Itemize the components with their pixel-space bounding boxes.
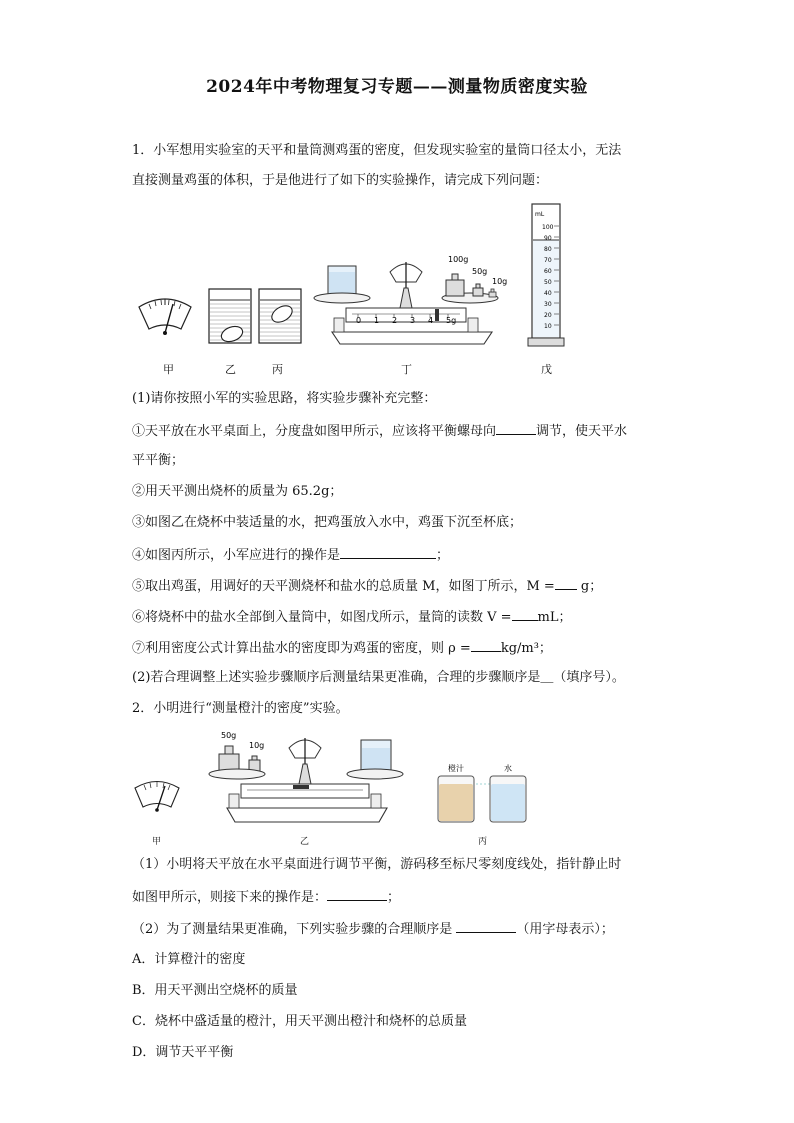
scale-tick-2: 2 xyxy=(392,316,398,325)
q1-part2: (2)若合理调整上述实验步骤顺序后测量结果更准确，合理的步骤顺序是＿（填序号）。 xyxy=(132,670,625,685)
weight-label-50g: 50g xyxy=(472,267,488,276)
q1-step1-cont: 平平衡； xyxy=(132,453,185,468)
answer-blank-6[interactable] xyxy=(512,607,538,621)
figure-wu-cylinder xyxy=(526,200,568,348)
q2-option-b: B．用天平测出空烧杯的质量 xyxy=(132,983,298,998)
answer-blank-1[interactable] xyxy=(496,421,536,435)
fig-label-ding: 丁 xyxy=(401,363,412,376)
weight-label-100g: 100g xyxy=(448,255,469,264)
scale-tick-0: 0 xyxy=(356,316,362,325)
q1-stem-line1: 1．小军想用实验室的天平和量筒测鸡蛋的密度，但发现实验室的量筒口径太小，无法 xyxy=(132,143,622,158)
q1-step1-text-b: 调节，使天平水 xyxy=(536,424,628,439)
cyl-tick-20: 20 xyxy=(544,312,552,319)
answer-blank-q2-2[interactable] xyxy=(456,919,516,933)
figure-yi-beaker xyxy=(208,288,252,344)
q2-option-d: D．调节天平平衡 xyxy=(132,1045,234,1060)
page-title: 2024年中考物理复习专题——测量物质密度实验 xyxy=(206,77,588,97)
beaker-label-water: 水 xyxy=(504,764,512,773)
q2-part2-text-a: （2）为了测量结果更准确，下列实验步骤的合理顺序是 xyxy=(132,922,453,937)
q2-part1-text-a: 如图甲所示，则接下来的操作是： xyxy=(132,890,328,905)
answer-blank-q2-1[interactable] xyxy=(327,887,387,901)
cyl-tick-60: 60 xyxy=(544,268,552,275)
q1-step3: ③如图乙在烧杯中装适量的水，把鸡蛋放入水中，鸡蛋下沉至杯底； xyxy=(132,515,523,530)
q2-part2-text-b: （用字母表示）； xyxy=(516,922,614,937)
q1-step6 xyxy=(132,607,572,627)
weight2-label-50g: 50g xyxy=(221,731,237,740)
q1-stem-line2: 直接测量鸡蛋的体积，于是他进行了如下的实验操作，请完成下列问题： xyxy=(132,173,549,188)
weight-label-10g: 10g xyxy=(492,277,508,286)
q1-step7-text-b: kg/m³； xyxy=(500,641,552,656)
cyl-tick-30: 30 xyxy=(544,301,552,308)
scale-tick-4: 4 xyxy=(428,316,434,325)
answer-blank-7[interactable] xyxy=(471,638,501,652)
answer-blank-5[interactable] xyxy=(555,576,577,590)
q2-stem: 2．小明进行“测量橙汁的密度”实验。 xyxy=(132,701,349,716)
scale-tick-1: 1 xyxy=(374,316,380,325)
q1-step6-text-b: mL； xyxy=(537,610,572,625)
q1-step5-text-b: g； xyxy=(580,579,603,594)
cyl-tick-70: 70 xyxy=(544,257,552,264)
q1-step1 xyxy=(132,421,627,441)
q1-step4-text-b: ； xyxy=(436,548,450,563)
cylinder-unit: mL xyxy=(535,211,545,218)
figure-bing-beaker xyxy=(258,288,302,344)
q1-step5-text-a: ⑤取出鸡蛋，用调好的天平测烧杯和盐水的总质量 M，如图丁所示，M = xyxy=(132,579,555,594)
scale-tick-5g: 5g xyxy=(446,316,457,325)
cyl-tick-50: 50 xyxy=(544,279,552,286)
fig2-label-yi: 乙 xyxy=(300,837,310,847)
fig-label-wu: 戊 xyxy=(541,363,552,376)
weight2-label-10g: 10g xyxy=(249,741,265,750)
q1-step7 xyxy=(132,638,552,658)
scale-tick-3: 3 xyxy=(410,316,416,325)
q1-step4-text-a: ④如图丙所示，小军应进行的操作是 xyxy=(132,548,341,563)
q2-option-a: A．计算橙汁的密度 xyxy=(132,952,246,967)
q2-part1-line2 xyxy=(132,887,400,907)
q1-part1: (1)请你按照小军的实验思路，将实验步骤补充完整： xyxy=(132,391,437,406)
figure-jia-dial xyxy=(135,295,195,340)
figure2-jia-dial xyxy=(132,778,182,816)
cyl-tick-90: 90 xyxy=(544,235,552,242)
q2-part1-line1: （1）小明将天平放在水平桌面进行调节平衡，游码移至标尺零刻度线处，指针静止时 xyxy=(132,857,622,872)
fig2-label-jia: 甲 xyxy=(152,837,162,847)
cyl-tick-80: 80 xyxy=(544,246,552,253)
answer-blank-4[interactable] xyxy=(340,545,436,559)
q1-step6-text-a: ⑥将烧杯中的盐水全部倒入量筒中，如图戊所示，量筒的读数 V = xyxy=(132,610,512,625)
q1-step5 xyxy=(132,576,602,596)
cyl-tick-10: 10 xyxy=(544,323,552,330)
q2-part1-text-b: ； xyxy=(387,890,401,905)
figure2-bing-beakers xyxy=(432,762,532,826)
q2-option-c: C．烧杯中盛适量的橙汁，用天平测出橙汁和烧杯的总质量 xyxy=(132,1014,467,1029)
q2-part2 xyxy=(132,919,614,939)
fig-label-jia: 甲 xyxy=(163,363,174,376)
q1-step4 xyxy=(132,545,449,565)
fig-label-yi: 乙 xyxy=(225,363,236,376)
fig2-label-bing: 丙 xyxy=(478,837,488,847)
figure2-yi-balance xyxy=(205,728,405,826)
beaker-label-juice: 橙汁 xyxy=(448,764,464,773)
q1-step1-text-a: ①天平放在水平桌面上，分度盘如图甲所示，应该将平衡螺母向 xyxy=(132,424,497,439)
cyl-tick-100: 100 xyxy=(542,224,554,231)
figure-ding-balance xyxy=(312,252,512,348)
q1-step7-text-a: ⑦利用密度公式计算出盐水的密度即为鸡蛋的密度，则 ρ = xyxy=(132,641,471,656)
fig-label-bing: 丙 xyxy=(272,363,283,376)
q1-step2: ②用天平测出烧杯的质量为 65.2g； xyxy=(132,484,343,499)
cyl-tick-40: 40 xyxy=(544,290,552,297)
